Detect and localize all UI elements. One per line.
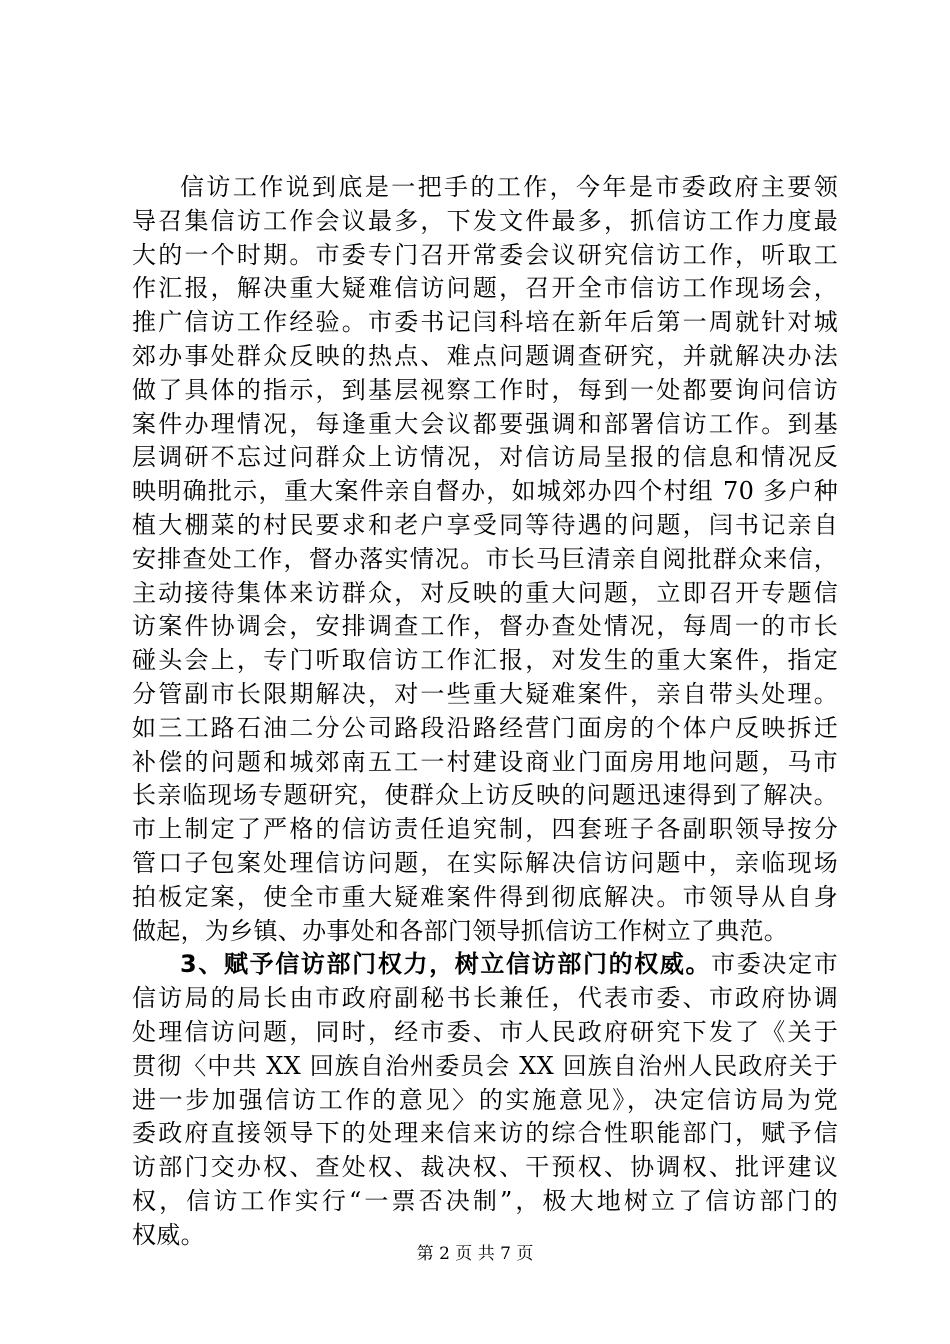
text-line: 分管副市长限期解决，对一些重大疑难案件，亲自带头处理。 — [132, 679, 838, 708]
text-line: 权威。 — [132, 1220, 205, 1249]
text-line: 进一步加强信访工作的意见〉的实施意见》，决定信访局为党 — [132, 1085, 838, 1114]
text-line: 植大棚菜的村民要求和老户享受同等待遇的问题，闫书记亲自 — [132, 510, 838, 539]
text-line: 作汇报，解决重大疑难信访问题，召开全市信访工作现场会， — [132, 274, 838, 303]
text-line: 郊办事处群众反映的热点、难点问题调查研究，并就解决办法 — [132, 341, 838, 370]
text-line: 碰头会上，专门听取信访工作汇报，对发生的重大案件，指定 — [132, 646, 838, 675]
text-line: 委政府直接领导下的处理来信来访的综合性职能部门，赋予信 — [132, 1119, 838, 1148]
text-line: 权，信访工作实行“一票否决制”，极大地树立了信访部门的 — [132, 1186, 838, 1215]
text-line: 拍板定案，使全市重大疑难案件得到彻底解决。市领导从自身 — [132, 882, 838, 911]
text-line — [132, 948, 838, 982]
text-line: 访部门交办权、查处权、裁决权、干预权、协调权、批评建议 — [132, 1153, 838, 1182]
body-text — [132, 171, 838, 1253]
text-line: 处理信访问题，同时，经市委、市人民政府研究下发了《关于 — [132, 1017, 838, 1046]
page-footer: 第 2 页 共 7 页 — [416, 1244, 534, 1264]
text-line: 管口子包案处理信访问题，在实际解决信访问题中，亲临现场 — [132, 848, 838, 877]
text-line: 主动接待集体来访群众，对反映的重大问题，立即召开专题信 — [132, 578, 838, 607]
text-line: 信访局的局长由市政府副秘书长兼任，代表市委、市政府协调 — [132, 984, 838, 1013]
text-line: 层调研不忘过问群众上访情况，对信访局呈报的信息和情况反 — [132, 443, 838, 472]
text-line: 信访工作说到底是一把手的工作，今年是市委政府主要领 — [180, 173, 838, 201]
text-line: 访案件协调会，安排调查工作，督办查处情况，每周一的市长 — [132, 612, 838, 641]
text-line-rest: 市委决定市 — [711, 950, 838, 979]
text-line: 如三工路石油二分公司路段沿路经营门面房的个体户反映拆迁 — [132, 713, 838, 742]
text-line: 大的一个时期。市委专门召开常委会议研究信访工作，听取工 — [132, 240, 838, 269]
text-line: 市上制定了严格的信访责任追究制，四套班子各副职领导按分 — [132, 815, 838, 844]
text-line: 长亲临现场专题研究，使群众上访反映的问题迅速得到了解决。 — [132, 781, 838, 810]
text-line: 导召集信访工作会议最多，下发文件最多，抓信访工作力度最 — [132, 206, 838, 235]
section-heading: 3、赋予信访部门权力，树立信访部门的权威。 — [180, 950, 712, 979]
text-line: 案件办理情况，每逢重大会议都要强调和部署信访工作。到基 — [132, 409, 838, 438]
text-line: 做了具体的指示，到基层视察工作时，每到一处都要询问信访 — [132, 375, 838, 404]
text-line: 补偿的问题和城郊南五工一村建设商业门面房用地问题，马市 — [132, 747, 838, 776]
text-line: 做起，为乡镇、办事处和各部门领导抓信访工作树立了典范。 — [132, 916, 789, 945]
text-line: 安排查处工作，督办落实情况。市长马巨清亲自阅批群众来信， — [132, 544, 838, 573]
text-line: 映明确批示，重大案件亲自督办，如城郊办四个村组 70 多户种 — [132, 477, 838, 506]
text-line: 贯彻〈中共 XX 回族自治州委员会 XX 回族自治州人民政府关于 — [132, 1051, 838, 1080]
text-line: 推广信访工作经验。市委书记闫科培在新年后第一周就针对城 — [132, 308, 838, 337]
